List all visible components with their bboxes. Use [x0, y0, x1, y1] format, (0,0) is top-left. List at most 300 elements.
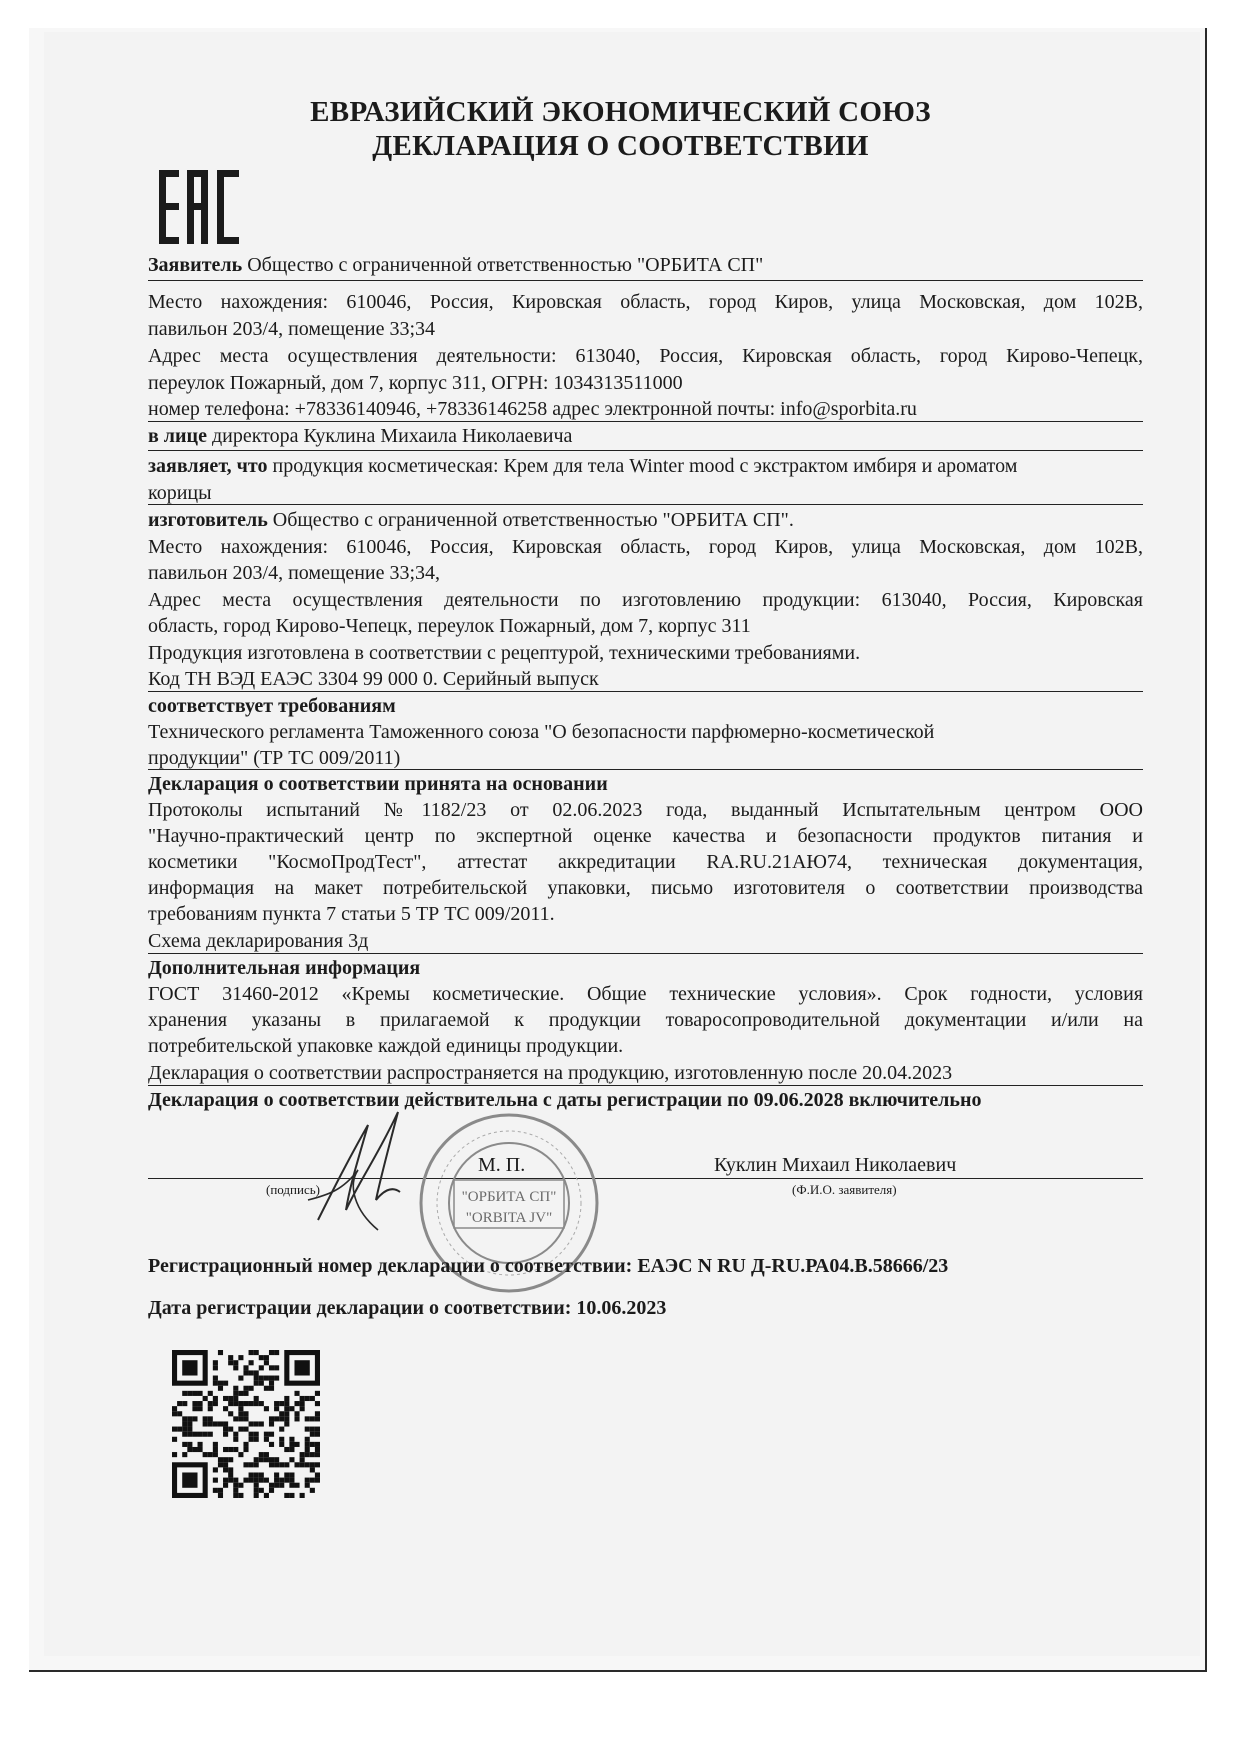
basis-text-1: Протоколы испытаний №1182/23 от 02.06.2023 года, выданный Испытательным центром ООО [148, 799, 1143, 821]
qr-module [310, 1416, 315, 1421]
qr-code [172, 1350, 320, 1498]
conforms-text-2: продукции" (ТР ТС 009/2011) [148, 747, 401, 769]
qr-module [177, 1411, 182, 1416]
declares-line [148, 454, 1143, 478]
qr-module [187, 1427, 192, 1432]
qr-module [259, 1457, 264, 1462]
basis-scheme: Схема декларирования 3д [148, 930, 369, 952]
qr-module [305, 1416, 310, 1421]
qr-module [264, 1355, 269, 1360]
qr-module [233, 1365, 238, 1370]
qr-module [289, 1437, 294, 1442]
qr-module [289, 1406, 294, 1411]
qr-module [238, 1355, 243, 1360]
qr-module [249, 1421, 254, 1426]
qr-module [243, 1462, 248, 1467]
validity-text: Декларация о соответствии действительна с даты регистрации по 09.06.2028 включительно [148, 1089, 982, 1111]
qr-module [213, 1442, 218, 1447]
qr-module [269, 1386, 274, 1391]
product-name-2: корицы [148, 482, 212, 504]
qr-module [192, 1406, 197, 1411]
qr-module [182, 1421, 187, 1426]
qr-module [305, 1447, 310, 1452]
qr-module [172, 1427, 177, 1432]
qr-module [305, 1452, 310, 1457]
qr-module [243, 1370, 248, 1375]
qr-module [284, 1416, 289, 1421]
qr-module [233, 1386, 238, 1391]
qr-module [228, 1457, 233, 1462]
stamp-text-2: "ORBITA JV" [465, 1210, 553, 1226]
qr-module [182, 1472, 197, 1487]
qr-module [228, 1355, 233, 1360]
qr-module [228, 1447, 233, 1452]
qr-module [187, 1391, 192, 1396]
qr-module [289, 1447, 294, 1452]
qr-module [289, 1442, 294, 1447]
header-union: ЕВРАЗИЙСКИЙ ЭКОНОМИЧЕСКИЙ СОЮЗ [310, 96, 931, 128]
qr-module [284, 1472, 289, 1477]
rule [148, 769, 1143, 770]
qr-module [228, 1427, 233, 1432]
qr-module [300, 1457, 305, 1462]
qr-module [310, 1467, 315, 1472]
qr-module [223, 1432, 228, 1437]
qr-module [223, 1381, 228, 1386]
qr-module [249, 1472, 254, 1477]
qr-module [294, 1360, 309, 1375]
qr-module [315, 1478, 320, 1483]
additional-label-text: Дополнительная информация [148, 957, 421, 979]
qr-module [233, 1416, 238, 1421]
applicant-person [148, 424, 1143, 448]
qr-module [279, 1442, 284, 1447]
qr-module [208, 1421, 213, 1426]
basis-text-5: требованиям пункта 7 статьи 5 ТР ТС 009/2011. [148, 903, 555, 925]
qr-module [208, 1406, 213, 1411]
qr-module [182, 1391, 187, 1396]
qr-module [228, 1396, 233, 1401]
qr-module [310, 1462, 315, 1467]
qr-module [213, 1401, 218, 1406]
qr-module [254, 1457, 259, 1462]
eac-logo [157, 168, 241, 246]
qr-module [279, 1478, 284, 1483]
qr-module [249, 1478, 254, 1483]
qr-module [243, 1427, 248, 1432]
qr-module [264, 1360, 269, 1365]
applicant-line [148, 253, 1143, 277]
applicant-address-1: Место нахождения: 610046, Россия, Кировская область, город Киров, улица Московская, дом 102В, [148, 291, 1143, 313]
qr-module [213, 1452, 218, 1457]
qr-module [254, 1421, 259, 1426]
qr-module [279, 1462, 284, 1467]
qr-module [269, 1432, 274, 1437]
qr-module [294, 1442, 299, 1447]
qr-module [182, 1360, 197, 1375]
qr-module [203, 1452, 208, 1457]
applicant-activity-1: Адрес места осуществления деятельности: 613040, Россия, Кировская область, город Кирово-Чепецк, [148, 345, 1143, 367]
manufacturer-recipe: Продукция изготовлена в соответствии с рецептурой, техническими требованиями. [148, 642, 861, 664]
caption-name: (Ф.И.О. заявителя) [792, 1182, 897, 1197]
qr-module [269, 1376, 274, 1381]
qr-module [269, 1416, 274, 1421]
qr-module [305, 1478, 310, 1483]
person-name: директора Куклина Михаила Николаевича [211, 425, 573, 447]
qr-module [172, 1452, 177, 1457]
rule [148, 280, 1143, 281]
qr-module [315, 1391, 320, 1396]
basis-text-2: "Научно-практический центр по экспертной оценке качества и безопасности продуктов питания и [148, 825, 1143, 847]
qr-module [264, 1386, 269, 1391]
qr-module [238, 1452, 243, 1457]
qr-module [274, 1457, 279, 1462]
qr-module [315, 1447, 320, 1452]
qr-module [279, 1401, 284, 1406]
caption-signature: (подпись) [266, 1182, 320, 1197]
qr-module [223, 1467, 228, 1472]
qr-module [243, 1411, 248, 1416]
qr-module [274, 1462, 279, 1467]
qr-module [279, 1411, 284, 1416]
qr-module [264, 1406, 269, 1411]
qr-module [259, 1355, 264, 1360]
registration-number [148, 1254, 1143, 1278]
qr-module [274, 1350, 279, 1355]
qr-module [218, 1421, 223, 1426]
qr-module [213, 1478, 218, 1483]
qr-module [284, 1478, 289, 1483]
qr-module [315, 1401, 320, 1406]
qr-module [315, 1416, 320, 1421]
rule [148, 1085, 1143, 1086]
qr-module [259, 1421, 264, 1426]
qr-module [233, 1493, 238, 1498]
qr-module [228, 1478, 233, 1483]
qr-module [284, 1421, 289, 1426]
qr-module [198, 1432, 203, 1437]
qr-module [233, 1401, 238, 1406]
qr-module [182, 1452, 187, 1457]
qr-module [254, 1370, 259, 1375]
qr-module [284, 1406, 289, 1411]
manufacturer-name: Общество с ограниченной ответственностью "ОРБИТА СП". [272, 509, 794, 531]
person-label: в лице [148, 425, 207, 447]
qr-module [203, 1421, 208, 1426]
declares-label: заявляет, что [148, 455, 268, 477]
qr-module [233, 1478, 238, 1483]
qr-module [274, 1483, 279, 1488]
qr-module [305, 1437, 310, 1442]
qr-module [315, 1462, 320, 1467]
basis-label-text: Декларация о соответствии принята на основании [148, 773, 608, 795]
qr-module [279, 1427, 284, 1432]
qr-module [269, 1365, 274, 1370]
qr-module [243, 1442, 248, 1447]
qr-module [213, 1381, 218, 1386]
qr-module [238, 1376, 243, 1381]
qr-module [208, 1401, 213, 1406]
qr-module [223, 1447, 228, 1452]
qr-module [269, 1462, 274, 1467]
qr-module [264, 1432, 269, 1437]
qr-module [269, 1457, 274, 1462]
manufacturer-code: Код ТН ВЭД ЕАЭС 3304 99 000 0. Серийный выпуск [148, 668, 599, 690]
qr-module [238, 1411, 243, 1416]
additional-label [148, 956, 1143, 980]
additional-text-3: потребительской упаковке каждой единицы продукции. [148, 1035, 624, 1057]
qr-module [233, 1432, 238, 1437]
qr-module [198, 1447, 203, 1452]
qr-module [223, 1406, 228, 1411]
rule [148, 691, 1143, 692]
applicant-name: Общество с ограниченной ответственностью "ОРБИТА СП" [247, 254, 764, 276]
qr-module [310, 1427, 315, 1432]
qr-module [192, 1432, 197, 1437]
qr-module [254, 1493, 259, 1498]
manufacturer-line [148, 508, 1143, 532]
qr-module [182, 1442, 187, 1447]
qr-module [259, 1401, 264, 1406]
rule [148, 953, 1143, 954]
qr-module [187, 1421, 192, 1426]
qr-module [269, 1421, 274, 1426]
qr-module [249, 1462, 254, 1467]
qr-module [192, 1416, 197, 1421]
qr-module [264, 1493, 269, 1498]
qr-module [243, 1416, 248, 1421]
qr-module [284, 1396, 289, 1401]
qr-module [228, 1467, 233, 1472]
qr-module [182, 1401, 187, 1406]
qr-module [223, 1483, 228, 1488]
manufacturer-activity-1: Адрес места осуществления деятельности по изготовлению продукции: 613040, Россия, Кировская [148, 589, 1143, 611]
basis-text-4: информация на макет потребительской упаковки, письмо изготовителя о соответствии производства [148, 877, 1143, 899]
qr-module [305, 1483, 310, 1488]
qr-module [187, 1447, 192, 1452]
qr-module [264, 1376, 269, 1381]
qr-module [198, 1442, 203, 1447]
qr-module [177, 1427, 182, 1432]
qr-module [243, 1447, 248, 1452]
qr-module [208, 1432, 213, 1437]
qr-module [213, 1396, 218, 1401]
additional-applies: Декларация о соответствии распространяется на продукцию, изготовленную после 20.04.2023 [148, 1062, 953, 1084]
qr-module [254, 1376, 259, 1381]
qr-module [213, 1360, 218, 1365]
qr-module [238, 1391, 243, 1396]
qr-module [310, 1442, 315, 1447]
rule [148, 421, 1143, 422]
qr-module [249, 1386, 254, 1391]
qr-module [249, 1432, 254, 1437]
qr-module [228, 1411, 233, 1416]
qr-module [238, 1401, 243, 1406]
qr-module [208, 1391, 213, 1396]
qr-module [269, 1350, 274, 1355]
qr-module [182, 1432, 187, 1437]
qr-module [223, 1462, 228, 1467]
qr-module [192, 1391, 197, 1396]
qr-module [218, 1350, 223, 1355]
qr-module [187, 1416, 192, 1421]
qr-module [254, 1488, 259, 1493]
conforms-text-1: Технического регламента Таможенного союза "О безопасности парфюмерно-косметической [148, 721, 935, 743]
qr-module [172, 1406, 177, 1411]
qr-module [254, 1437, 259, 1442]
qr-module [264, 1452, 269, 1457]
qr-module [300, 1401, 305, 1406]
basis-text-3: косметики "КосмоПродТест", аттестат аккредитации RA.RU.21АЮ74, техническая документация, [148, 851, 1143, 873]
conforms-label [148, 694, 1143, 718]
qr-module [208, 1452, 213, 1457]
qr-module [223, 1457, 228, 1462]
qr-module [269, 1381, 274, 1386]
qr-module [254, 1462, 259, 1467]
qr-module [300, 1493, 305, 1498]
applicant-address-2: павильон 203/4, помещение 33;34 [148, 318, 436, 340]
qr-module [172, 1437, 177, 1442]
qr-module [310, 1452, 315, 1457]
qr-module [182, 1416, 187, 1421]
qr-module [284, 1447, 289, 1452]
qr-module [198, 1401, 203, 1406]
qr-module [310, 1478, 315, 1483]
qr-module [243, 1386, 248, 1391]
qr-module [213, 1447, 218, 1452]
qr-module [249, 1360, 254, 1365]
mp-label: М. П. [478, 1154, 526, 1176]
applicant-contacts: номер телефона: +78336140946, +78336146258 адрес электронной почты: info@sporbita.ru [148, 398, 917, 420]
qr-module [294, 1416, 299, 1421]
qr-module [289, 1493, 294, 1498]
qr-module [259, 1478, 264, 1483]
qr-module [254, 1483, 259, 1488]
qr-module [259, 1452, 264, 1457]
qr-module [259, 1472, 264, 1477]
qr-module [254, 1381, 259, 1386]
qr-module [177, 1401, 182, 1406]
qr-module [300, 1462, 305, 1467]
qr-module [218, 1488, 223, 1493]
qr-module [289, 1472, 294, 1477]
qr-module [238, 1427, 243, 1432]
qr-module [203, 1416, 208, 1421]
qr-module [284, 1493, 289, 1498]
qr-module [233, 1396, 238, 1401]
conforms-label-text: соответствует требованиям [148, 695, 396, 717]
qr-module [310, 1488, 315, 1493]
qr-module [233, 1483, 238, 1488]
qr-module [182, 1427, 187, 1432]
qr-module [294, 1462, 299, 1467]
qr-module [305, 1462, 310, 1467]
qr-module [192, 1447, 197, 1452]
qr-module [259, 1376, 264, 1381]
rule [148, 450, 1143, 451]
qr-module [300, 1452, 305, 1457]
qr-module [294, 1483, 299, 1488]
manufacturer-label: изготовитель [148, 509, 268, 531]
manufacturer-address-2: павильон 203/4, помещение 33;34, [148, 562, 441, 584]
additional-text-2: хранения указаны в прилагаемой к продукции товаросопроводительной документации и/или на [148, 1009, 1143, 1031]
qr-module [264, 1457, 269, 1462]
qr-module [274, 1376, 279, 1381]
qr-module [264, 1478, 269, 1483]
qr-module [269, 1488, 274, 1493]
qr-module [305, 1396, 310, 1401]
qr-module [315, 1427, 320, 1432]
registration-date-text: Дата регистрации декларации о соответствии: 10.06.2023 [148, 1297, 667, 1319]
qr-module [223, 1427, 228, 1432]
qr-module [264, 1437, 269, 1442]
qr-module [294, 1391, 299, 1396]
applicant-label: Заявитель [148, 254, 243, 276]
qr-module [198, 1406, 203, 1411]
qr-module [218, 1457, 223, 1462]
signer-name: Куклин Михаил Николаевич [714, 1154, 957, 1176]
qr-module [315, 1442, 320, 1447]
qr-module [254, 1350, 259, 1355]
qr-module [279, 1416, 284, 1421]
qr-module [233, 1447, 238, 1452]
qr-module [208, 1416, 213, 1421]
qr-module [238, 1483, 243, 1488]
qr-module [269, 1442, 274, 1447]
qr-module [243, 1391, 248, 1396]
qr-module [254, 1396, 259, 1401]
qr-module [223, 1421, 228, 1426]
additional-text-1: ГОСТ 31460-2012 «Кремы косметические. Общие технические условия». Срок годности, условия [148, 983, 1143, 1005]
qr-module [187, 1442, 192, 1447]
qr-module [300, 1406, 305, 1411]
registration-date [148, 1296, 1143, 1320]
qr-module [213, 1488, 218, 1493]
product-name-1: продукция косметическая: Крем для тела Winter mood с экстрактом имбиря и ароматом [272, 455, 1018, 477]
qr-module [249, 1370, 254, 1375]
qr-module [218, 1493, 223, 1498]
qr-module [279, 1437, 284, 1442]
qr-module [223, 1396, 228, 1401]
qr-module [254, 1472, 259, 1477]
qr-module [238, 1416, 243, 1421]
qr-module [218, 1386, 223, 1391]
qr-module [213, 1365, 218, 1370]
qr-module [315, 1472, 320, 1477]
applicant-activity-2: переулок Пожарный, дом 7, корпус 311, ОГРН: 1034313511000 [148, 372, 683, 394]
qr-module [305, 1442, 310, 1447]
qr-module [198, 1391, 203, 1396]
qr-module [254, 1401, 259, 1406]
qr-module [218, 1462, 223, 1467]
qr-module [274, 1365, 279, 1370]
qr-module [213, 1467, 218, 1472]
qr-module [310, 1396, 315, 1401]
qr-module [228, 1401, 233, 1406]
header-declaration: ДЕКЛАРАЦИЯ О СООТВЕТСТВИИ [372, 130, 869, 162]
qr-module [249, 1437, 254, 1442]
qr-module [300, 1396, 305, 1401]
qr-module [274, 1416, 279, 1421]
qr-module [192, 1401, 197, 1406]
qr-module [249, 1401, 254, 1406]
qr-module [274, 1472, 279, 1477]
qr-module [238, 1493, 243, 1498]
qr-module [289, 1478, 294, 1483]
qr-module [223, 1478, 228, 1483]
qr-module [259, 1488, 264, 1493]
qr-module [213, 1421, 218, 1426]
